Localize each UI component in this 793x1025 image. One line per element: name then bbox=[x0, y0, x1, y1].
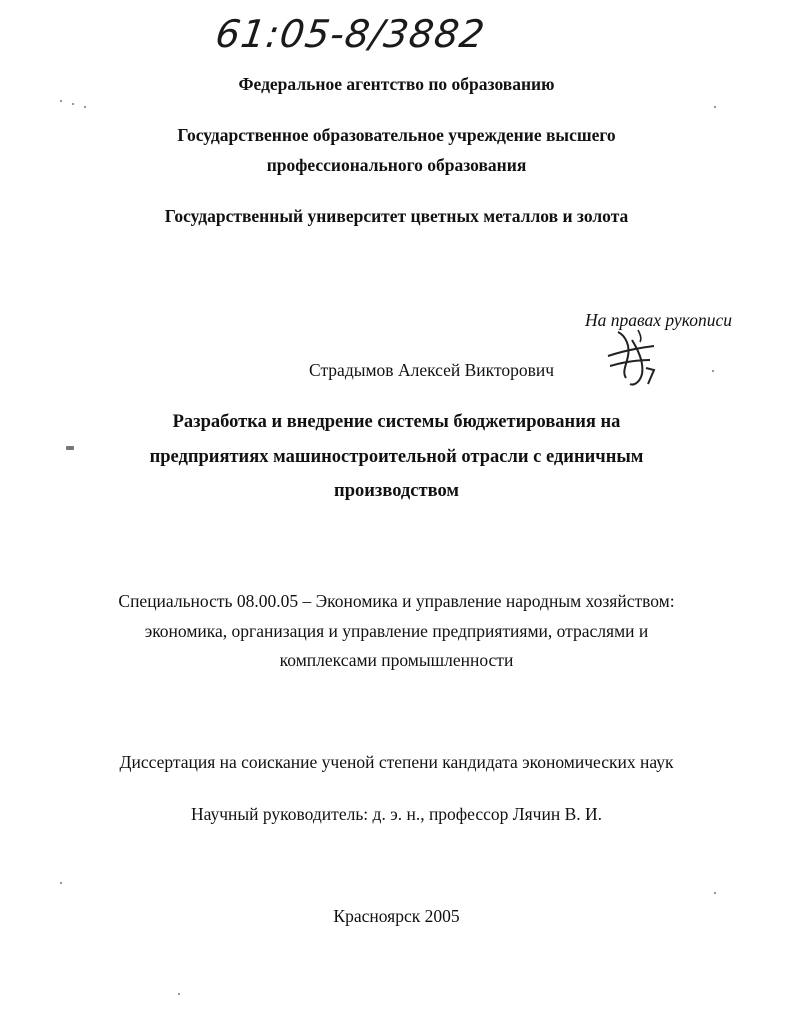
scan-speck bbox=[712, 370, 714, 372]
specialty-line-2: экономика, организация и управление предприятиями, отраслями и bbox=[144, 621, 649, 641]
title-line-2: предприятиях машиностроительной отрасли с единичным bbox=[149, 447, 644, 467]
scan-speck bbox=[60, 100, 62, 102]
title-line-1: Разработка и внедрение системы бюджетирования на bbox=[172, 412, 621, 432]
scan-speck bbox=[714, 106, 716, 108]
dissertation-statement: Диссертация на соискание ученой степени кандидата экономических наук bbox=[119, 752, 674, 772]
university-name: Государственный университет цветных металлов и золота bbox=[164, 206, 629, 226]
scan-speck bbox=[714, 892, 716, 894]
agency-name: Федеральное агентство по образованию bbox=[238, 74, 555, 94]
title-line-3: производством bbox=[334, 481, 459, 501]
handwritten-archive-number: 61:05-8/3882 bbox=[212, 12, 489, 56]
institution-line-2: профессионального образования bbox=[266, 155, 527, 175]
scan-speck bbox=[60, 882, 62, 884]
institution-line-1: Государственное образовательное учреждение высшего bbox=[177, 125, 616, 145]
place-and-year: Красноярск 2005 bbox=[333, 906, 460, 926]
scientific-supervisor: Научный руководитель: д. э. н., профессор Лячин В. И. bbox=[190, 804, 603, 824]
author-name: Страдымов Алексей Викторович bbox=[309, 360, 555, 380]
specialty-line-1: Специальность 08.00.05 – Экономика и управление народным хозяйством: bbox=[118, 591, 675, 611]
specialty-line-3: комплексами промышленности bbox=[279, 650, 514, 670]
scan-speck bbox=[72, 103, 74, 105]
scan-speck bbox=[66, 446, 74, 450]
signature-icon bbox=[604, 326, 660, 390]
scan-speck bbox=[178, 993, 180, 995]
manuscript-note: На правах рукописи bbox=[585, 310, 732, 330]
scan-speck bbox=[84, 106, 86, 108]
